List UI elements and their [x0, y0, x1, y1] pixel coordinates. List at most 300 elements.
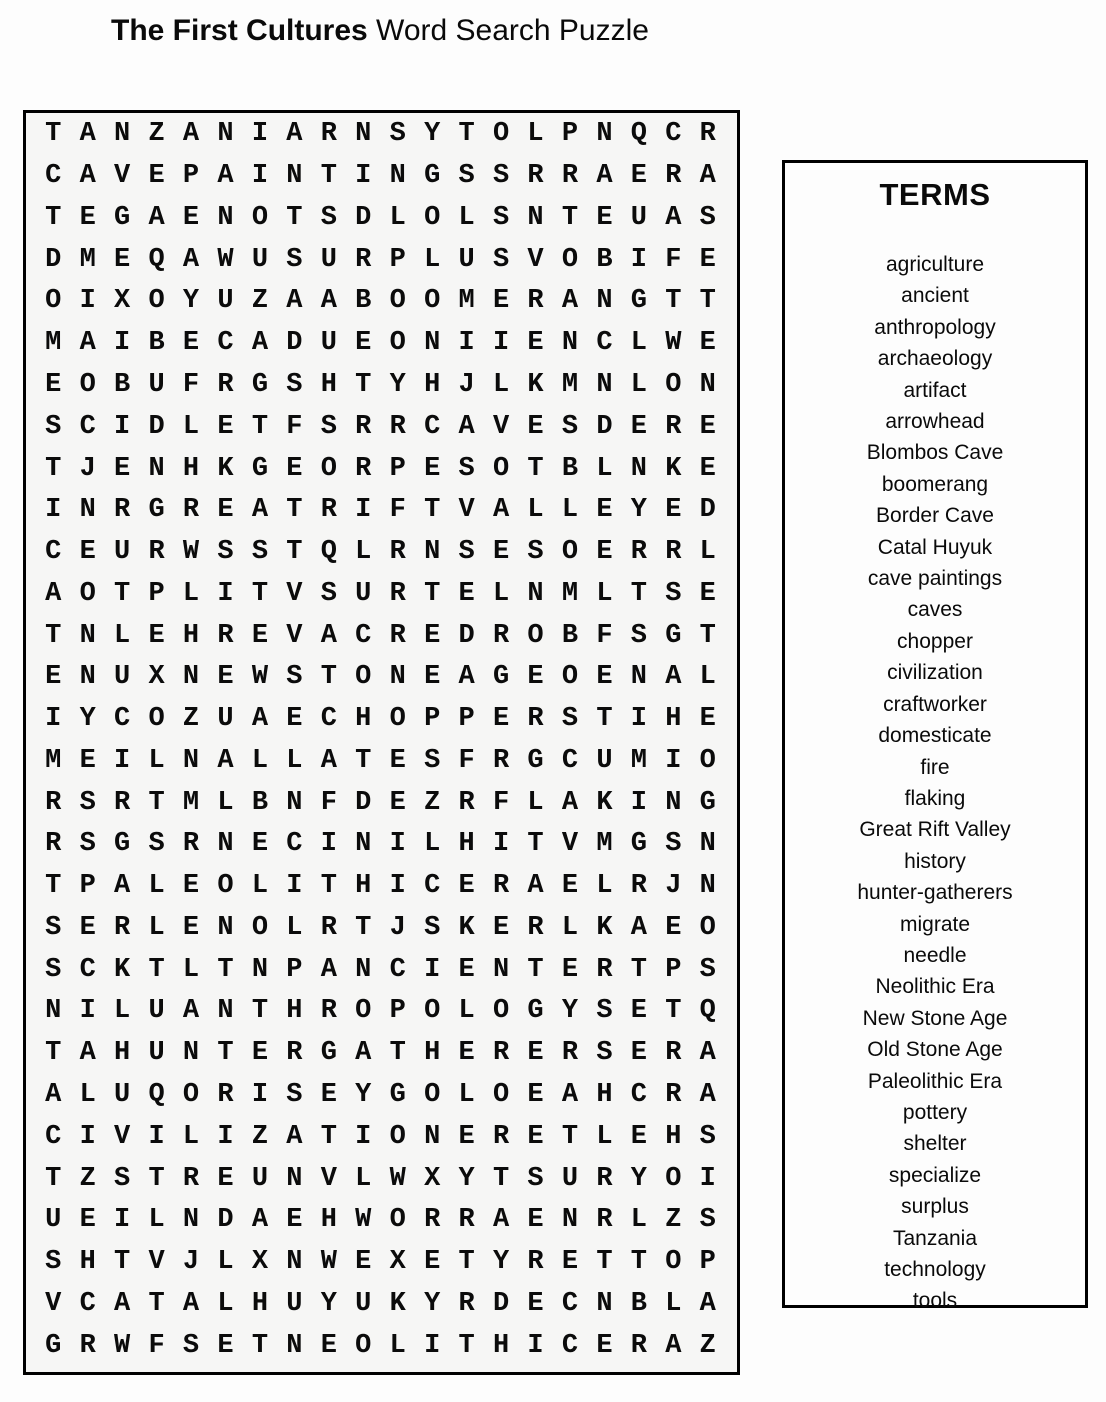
grid-letter: S [45, 1247, 62, 1278]
grid-letter: L [286, 912, 303, 943]
grid-letter: I [114, 328, 131, 359]
term-item: Neolithic Era [875, 975, 995, 999]
grid-letter: R [320, 912, 337, 943]
grid-letter: T [320, 662, 337, 693]
grid-letter: E [389, 745, 406, 776]
grid-letter: O [424, 996, 441, 1027]
page-title [23, 14, 737, 48]
grid-letter: N [665, 787, 682, 818]
grid-letter: T [251, 996, 269, 1027]
grid-letter: O [424, 286, 441, 317]
grid-letter: I [251, 119, 269, 150]
grid-letter: E [355, 328, 372, 359]
grid-letter: I [424, 1330, 441, 1361]
grid-letter: T [217, 1038, 234, 1069]
grid-letter: E [320, 1080, 337, 1110]
grid-letter: C [561, 1330, 579, 1361]
grid-letter: I [458, 328, 475, 359]
term-item: Great Rift Valley [859, 818, 1011, 842]
grid-letter: L [492, 369, 510, 400]
grid-letter: L [424, 829, 441, 860]
grid-letter: N [217, 912, 234, 943]
grid-letter: E [596, 537, 613, 568]
grid-letter: T [217, 954, 234, 985]
grid-letter: N [424, 537, 441, 568]
grid-letter: O [251, 912, 269, 943]
grid-letter: P [389, 453, 406, 484]
grid-letter: E [665, 912, 682, 943]
grid-letter: V [527, 244, 544, 275]
grid-letter: L [182, 1121, 200, 1152]
grid-letter: U [45, 1205, 62, 1236]
grid-letter: S [286, 369, 303, 400]
grid-letter: I [251, 161, 269, 192]
grid-letter: R [527, 912, 544, 943]
grid-letter: X [148, 662, 165, 693]
grid-letter: F [458, 745, 475, 776]
grid-letter: E [527, 1038, 544, 1069]
grid-letter: O [665, 369, 682, 400]
grid-letter: E [596, 1330, 613, 1361]
grid-letter: O [665, 1163, 682, 1194]
grid-letter: R [217, 1080, 234, 1110]
grid-letter: M [596, 829, 613, 860]
grid-letter: T [561, 1121, 579, 1152]
grid-letter: N [286, 161, 303, 192]
grid-letter: E [148, 161, 165, 192]
grid-letter: N [45, 996, 62, 1027]
term-item: anthropology [874, 315, 996, 339]
grid-letter: L [630, 1205, 647, 1236]
grid-letter: D [217, 1205, 234, 1236]
grid-letter: R [320, 996, 337, 1027]
grid-letter: T [45, 202, 62, 233]
grid-letter: T [355, 369, 372, 400]
grid-letter: A [699, 1080, 716, 1110]
grid-letter: E [148, 620, 165, 651]
grid-letter: R [630, 537, 647, 568]
grid-letter: E [217, 662, 234, 693]
grid-letter: S [320, 578, 337, 609]
grid-letter: C [45, 1121, 62, 1152]
grid-letter: S [286, 1080, 303, 1110]
grid-letter: L [148, 745, 165, 776]
grid-letter: N [630, 662, 647, 693]
grid-letter: A [665, 1330, 682, 1361]
grid-letter: O [561, 662, 579, 693]
grid-letter: I [148, 1121, 165, 1152]
grid-letter: C [561, 1288, 579, 1319]
grid-letter: E [699, 411, 716, 442]
grid-letter: O [665, 1247, 682, 1278]
grid-letter: I [355, 161, 372, 192]
grid-letter: R [424, 1205, 441, 1236]
grid-letter: E [699, 453, 716, 484]
grid-letter: A [45, 578, 62, 609]
grid-letter: C [79, 954, 96, 985]
grid-letter: T [286, 537, 303, 568]
grid-letter: M [630, 745, 647, 776]
grid-letter: G [630, 286, 647, 317]
grid-letter: T [148, 1163, 165, 1194]
grid-letter: N [630, 453, 647, 484]
grid-letter: A [79, 1038, 96, 1069]
grid-letter: I [79, 1121, 96, 1152]
grid-letter: U [114, 537, 131, 568]
grid-letter: I [45, 495, 62, 526]
grid-letter: N [182, 662, 200, 693]
grid-letter: S [699, 202, 716, 233]
grid-letter: A [699, 1288, 716, 1319]
grid-letter: T [458, 1330, 475, 1361]
grid-letter: R [114, 787, 131, 818]
grid-letter: L [596, 453, 613, 484]
grid-letter: A [320, 954, 337, 985]
grid-letter: U [148, 1038, 165, 1069]
grid-letter: G [114, 829, 131, 860]
grid-letter: Y [424, 119, 441, 150]
grid-letter: A [561, 1080, 579, 1110]
grid-letter: R [596, 954, 613, 985]
grid-letter: I [389, 871, 406, 902]
grid-letter: R [355, 411, 372, 442]
term-item: Tanzania [892, 1226, 978, 1250]
grid-letter: N [251, 954, 269, 985]
grid-letter: A [665, 202, 682, 233]
grid-letter: D [45, 244, 62, 275]
grid-letter: A [699, 161, 716, 192]
grid-letter: G [251, 453, 269, 484]
grid-letter: T [355, 912, 372, 943]
grid-letter: E [527, 1080, 544, 1110]
grid-letter: Y [182, 286, 200, 317]
grid-letter: S [561, 411, 579, 442]
grid-letter: H [424, 1038, 441, 1069]
grid-letter: S [458, 537, 475, 568]
grid-letter: R [217, 620, 234, 651]
grid-letter: D [492, 1288, 510, 1319]
grid-letter: T [45, 1163, 62, 1194]
grid-letter: O [561, 244, 579, 275]
grid-letter: K [114, 954, 131, 985]
grid-letter: U [217, 286, 234, 317]
grid-letter: R [492, 745, 510, 776]
grid-letter: E [527, 1288, 544, 1319]
grid-letter: L [79, 1080, 96, 1110]
grid-letter: G [148, 495, 165, 526]
grid-letter: V [148, 1247, 165, 1278]
grid-letter: J [79, 453, 96, 484]
grid-letter: M [458, 286, 475, 317]
grid-letter: U [148, 996, 165, 1027]
grid-letter: E [596, 495, 613, 526]
grid-letter: R [492, 620, 510, 651]
grid-letter: I [114, 411, 131, 442]
grid-letter: E [251, 829, 269, 860]
grid-letter: L [561, 912, 579, 943]
grid-letter: I [286, 871, 303, 902]
grid-letter: E [251, 620, 269, 651]
grid-letter: E [527, 662, 544, 693]
grid-letter: S [424, 912, 441, 943]
term-item: needle [903, 943, 967, 967]
grid-letter: E [492, 912, 510, 943]
grid-letter: N [79, 620, 96, 651]
grid-letter: D [596, 411, 613, 442]
grid-letter: V [114, 1121, 131, 1152]
grid-letter: N [355, 954, 372, 985]
grid-letter: A [79, 119, 96, 150]
grid-letter: W [665, 328, 682, 359]
grid-letter: E [320, 1330, 337, 1361]
grid-letter: V [458, 495, 475, 526]
grid-letter: E [286, 704, 303, 735]
grid-letter: F [286, 411, 303, 442]
grid-letter: S [665, 578, 682, 609]
grid-letter: O [492, 453, 510, 484]
term-item: cave paintings [867, 567, 1003, 591]
grid-letter: A [699, 1038, 716, 1069]
grid-letter: F [182, 369, 200, 400]
grid-letter: C [389, 954, 406, 985]
grid-letter: E [45, 662, 62, 693]
grid-letter: L [182, 578, 200, 609]
grid-letter: E [251, 1038, 269, 1069]
grid-letter: L [389, 1330, 406, 1361]
grid-letter: R [527, 1247, 544, 1278]
grid-letter: U [251, 1163, 269, 1194]
grid-letter: E [527, 411, 544, 442]
grid-letter: W [389, 1163, 406, 1194]
grid-letter: E [79, 537, 96, 568]
grid-letter: P [79, 871, 96, 902]
grid-letter: H [286, 996, 303, 1027]
grid-letter: S [492, 202, 510, 233]
grid-letter: U [114, 1080, 131, 1110]
grid-letter: R [45, 829, 62, 860]
grid-letter: C [596, 328, 613, 359]
grid-letter: T [492, 1163, 510, 1194]
term-item: history [904, 849, 966, 873]
grid-letter: R [596, 1163, 613, 1194]
grid-letter: R [355, 244, 372, 275]
grid-letter: H [320, 369, 337, 400]
term-item: craftworker [883, 692, 987, 716]
grid-letter: H [182, 453, 200, 484]
grid-letter: A [561, 787, 579, 818]
grid-letter: S [320, 202, 337, 233]
grid-letter: T [114, 578, 131, 609]
grid-letter: Z [148, 119, 165, 150]
grid-letter: D [458, 620, 475, 651]
grid-letter: C [320, 704, 337, 735]
grid-letter: L [114, 620, 131, 651]
grid-letter: K [458, 912, 475, 943]
grid-letter: R [389, 578, 406, 609]
grid-letter: E [286, 1205, 303, 1236]
grid-letter: U [355, 578, 372, 609]
term-item: pottery [902, 1100, 968, 1124]
grid-letter: L [217, 1247, 234, 1278]
grid-letter: R [492, 1038, 510, 1069]
grid-letter: G [699, 787, 716, 818]
grid-letter: N [79, 495, 96, 526]
grid-letter: I [699, 1163, 716, 1194]
grid-letter: T [527, 829, 544, 860]
grid-letter: L [148, 871, 165, 902]
grid-letter: T [424, 495, 441, 526]
grid-letter: X [389, 1247, 406, 1278]
grid-letter: E [79, 912, 96, 943]
grid-letter: Z [182, 704, 200, 735]
term-item: surplus [901, 1195, 969, 1219]
grid-letter: Z [699, 1330, 716, 1361]
grid-letter: E [424, 1247, 441, 1278]
grid-letter: R [79, 1330, 96, 1361]
grid-letter: L [458, 1080, 475, 1110]
grid-letter: O [79, 369, 96, 400]
grid-letter: V [320, 1163, 337, 1194]
grid-letter: A [217, 161, 234, 192]
grid-letter: T [45, 453, 62, 484]
grid-letter: L [355, 1163, 372, 1194]
grid-letter: R [45, 787, 62, 818]
grid-letter: G [424, 161, 441, 192]
grid-letter: O [45, 286, 62, 317]
grid-letter: H [492, 1330, 510, 1361]
grid-letter: O [424, 202, 441, 233]
grid-letter: K [389, 1288, 406, 1319]
grid-letter: E [217, 1163, 234, 1194]
grid-letter: H [355, 871, 372, 902]
grid-letter: J [389, 912, 406, 943]
grid-letter: D [286, 328, 303, 359]
grid-letter: E [79, 202, 96, 233]
grid-letter: I [630, 704, 647, 735]
grid-letter: J [458, 369, 475, 400]
grid-letter: S [45, 912, 62, 943]
grid-letter: K [665, 453, 682, 484]
grid-letter: S [251, 537, 269, 568]
grid-letter: K [596, 912, 613, 943]
grid-letter: I [114, 745, 131, 776]
grid-letter: T [561, 202, 579, 233]
grid-letter: S [699, 1121, 716, 1152]
grid-letter: R [665, 411, 682, 442]
grid-letter: Z [424, 787, 441, 818]
grid-letter: T [596, 704, 613, 735]
term-item: fire [920, 755, 950, 779]
grid-letter: N [217, 119, 234, 150]
grid-letter: L [630, 328, 647, 359]
grid-letter: R [458, 1205, 475, 1236]
grid-letter: N [286, 787, 303, 818]
grid-letter: T [45, 620, 62, 651]
grid-letter: L [114, 996, 131, 1027]
grid-letter: R [492, 1121, 510, 1152]
grid-letter: T [320, 871, 337, 902]
grid-letter: N [182, 1205, 200, 1236]
term-item: hunter-gatherers [857, 881, 1013, 905]
grid-letter: U [630, 202, 647, 233]
grid-letter: N [286, 1330, 303, 1361]
grid-letter: E [596, 202, 613, 233]
grid-letter: E [424, 662, 441, 693]
grid-letter: R [527, 161, 544, 192]
grid-letter: S [492, 161, 510, 192]
term-item: shelter [903, 1132, 967, 1156]
grid-letter: U [217, 704, 234, 735]
grid-letter: T [148, 1288, 165, 1319]
grid-letter: E [458, 954, 475, 985]
grid-letter: M [561, 578, 579, 609]
grid-letter: N [182, 1038, 200, 1069]
grid-letter: R [114, 495, 131, 526]
grid-letter: F [320, 787, 337, 818]
grid-letter: T [148, 787, 165, 818]
grid-letter: Z [665, 1205, 682, 1236]
grid-letter: T [389, 1038, 406, 1069]
grid-letter: E [458, 1121, 475, 1152]
grid-letter: M [45, 745, 62, 776]
grid-letter: N [424, 328, 441, 359]
grid-letter: C [114, 704, 131, 735]
grid-letter: E [665, 495, 682, 526]
grid-letter: N [217, 202, 234, 233]
grid-letter: H [182, 620, 200, 651]
grid-letter: L [665, 1288, 682, 1319]
grid-letter: N [286, 1247, 303, 1278]
grid-letter: M [182, 787, 200, 818]
grid-letter: U [355, 1288, 372, 1319]
grid-letter: S [45, 954, 62, 985]
term-item: specialize [888, 1163, 982, 1187]
grid-letter: E [182, 912, 200, 943]
grid-letter: P [665, 954, 682, 985]
grid-letter: E [527, 328, 544, 359]
grid-letter: A [561, 286, 579, 317]
grid-letter: P [561, 119, 579, 150]
grid-letter: F [389, 495, 406, 526]
grid-letter: E [630, 1121, 647, 1152]
grid-letter: B [355, 286, 372, 317]
grid-letter: N [114, 119, 131, 150]
grid-letter: E [561, 871, 579, 902]
grid-letter: A [182, 244, 200, 275]
grid-letter: S [492, 244, 510, 275]
grid-letter: I [492, 328, 510, 359]
grid-letter: T [630, 578, 647, 609]
grid-letter: P [424, 704, 441, 735]
grid-letter: R [665, 537, 682, 568]
grid-letter: I [665, 745, 682, 776]
page-title-bold: The First Cultures [111, 14, 368, 47]
grid-letter: S [182, 1330, 200, 1361]
grid-letter: R [665, 161, 682, 192]
grid-letter: Y [389, 369, 406, 400]
grid-letter: G [527, 996, 544, 1027]
grid-letter: R [699, 119, 716, 150]
grid-letter: R [355, 453, 372, 484]
grid-letter: O [217, 871, 234, 902]
grid-letter: R [458, 1288, 475, 1319]
grid-letter: A [182, 1288, 200, 1319]
grid-letter: T [355, 745, 372, 776]
grid-letter: P [389, 996, 406, 1027]
grid-letter: E [45, 369, 62, 400]
grid-letter: T [320, 161, 337, 192]
grid-letter: K [596, 787, 613, 818]
